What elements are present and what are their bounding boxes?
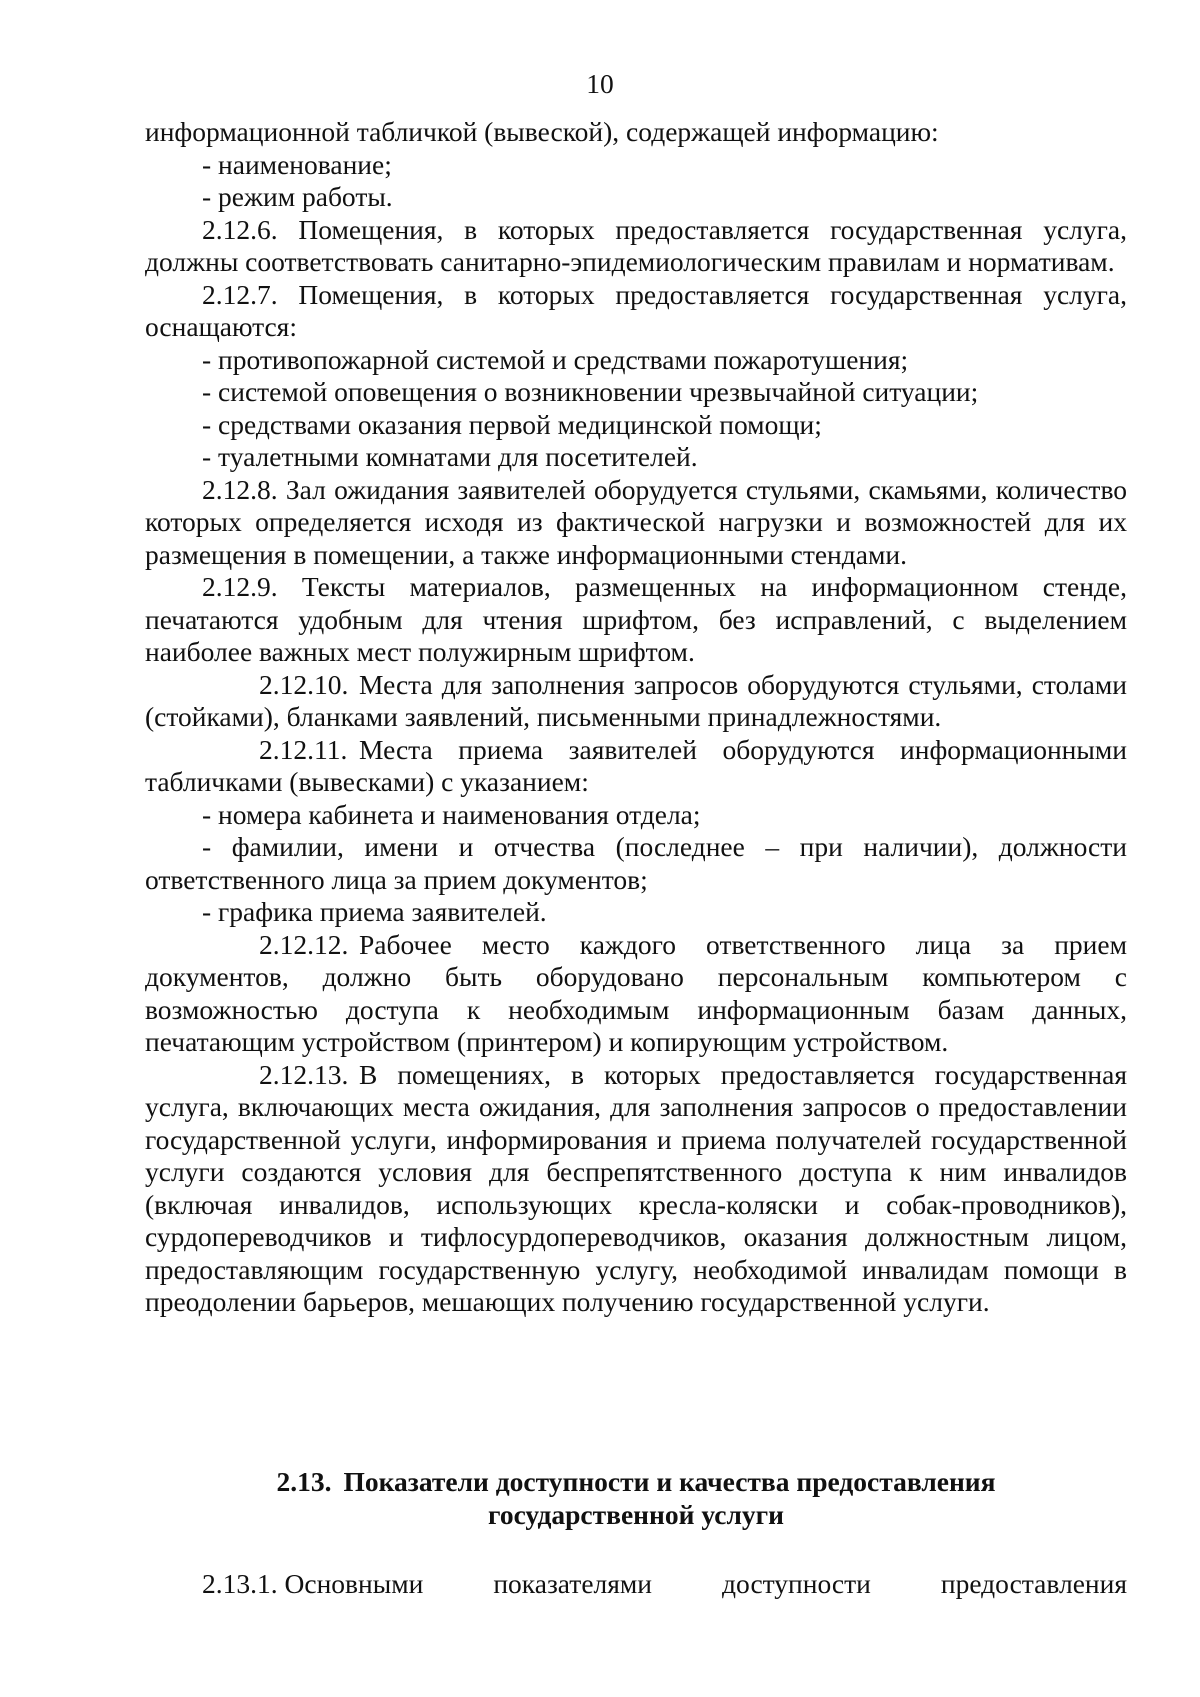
page-number: 10 <box>586 68 614 99</box>
section-title-line-2: государственной услуги <box>488 1498 784 1530</box>
clause-2-13-1-start <box>145 1568 1127 1601</box>
clause-2-12-12 <box>145 929 1127 1059</box>
clause-text: Помещения, в которых предоставляется государственная услуга, оснащаются: <box>145 278 1127 342</box>
clause-2-12-10 <box>145 669 1127 734</box>
clause-2-12-6 <box>145 214 1127 279</box>
clause-number: 2.12.7. <box>202 278 278 310</box>
list-item: - системой оповещения о возникновении чрезвычайной ситуации; <box>202 376 979 407</box>
clause-2-12-13 <box>145 1059 1127 1319</box>
list-item: - наименование; <box>202 148 392 180</box>
clause-text: Тексты материалов, размещенных на информационном стенде, печатаются удобным для чтения шрифтом, без исправлений, с выделением наиболее важных мест полужирным шрифтом. <box>145 571 1128 667</box>
section-heading-line-1 <box>145 1466 1127 1499</box>
list-item: - номера кабинета и наименования отдела; <box>202 798 701 830</box>
list-item: - средствами оказания первой медицинской помощи; <box>202 408 822 440</box>
clause-text: Помещения, в которых предоставляется государственная услуга, должны соответствовать санитарно-эпидемиологическим правилам и нормативам. <box>145 213 1127 277</box>
clause-number: 2.12.13. <box>259 1058 349 1090</box>
clause-2-12-7 <box>145 279 1127 344</box>
word: показателями <box>493 1568 653 1599</box>
word: доступности <box>722 1568 871 1599</box>
list-item: - туалетными комнатами для посетителей. <box>202 441 698 472</box>
list-item: - противопожарной системой и средствами пожаротушения; <box>202 343 909 375</box>
clause-text: Места для заполнения запросов оборудуются стульями, столами (стойками), бланками заявлений, письменными принадлежностями. <box>145 668 1127 732</box>
list-item: - фамилии, имени и отчества (последнее – при наличии), должности ответственного лица за прием документов; <box>145 831 1127 895</box>
clause-text: Места приема заявителей оборудуются информационными табличками (вывесками) с указанием: <box>145 733 1127 797</box>
clause-text: Рабочее место каждого ответственного лица за прием документов, должно быть оборудовано персональным компьютером с возможностью доступа к необходимым информационным базам данных, печатающим устройством (принтером) и копирующим устройством. <box>145 928 1127 1057</box>
section-heading <box>145 1466 1127 1531</box>
clause-number: 2.12.10. <box>259 668 349 700</box>
section-title-line-1: Показатели доступности и качества предоставления <box>343 1466 996 1497</box>
clause-2-12-11 <box>145 734 1127 799</box>
clause-text: Зал ожидания заявителей оборудуется стульями, скамьями, количество которых определяется исходя из фактической нагрузки и возможностей для их размещения в помещении, а также информационными стендами. <box>145 473 1127 570</box>
clause-number: 2.12.12. <box>259 928 349 960</box>
word: предоставления <box>940 1568 1127 1599</box>
paragraph-continuation: информационной табличкой (вывеской), содержащей информацию: <box>145 116 939 147</box>
clause-text: В помещениях, в которых предоставляется государственная услуга, включающих места ожидания, для заполнения запросов о предоставлении государственной услуги, информирования и приема получателей государственной услуги создаются условия для беспрепятственного доступа к ним инвалидов (включая инвалидов, использующих кресла-коляски и собак-проводников), сурдопереводчиков и тифлосурдопереводчиков, оказания должностным лицом, предоставляющим государственную услугу, необходимой инвалидам помощи в преодолении барьеров, мешающих получению государственной услуги. <box>145 1058 1127 1317</box>
list-item: - режим работы. <box>202 181 393 212</box>
clause-2-12-9 <box>145 571 1127 669</box>
clause-2-12-8 <box>145 474 1127 572</box>
word: Основными <box>284 1568 424 1599</box>
document-body <box>145 116 1127 1319</box>
clause-number: 2.12.8. <box>202 473 278 505</box>
clause-number: 2.12.9. <box>202 571 278 602</box>
section-number: 2.13. <box>276 1466 332 1497</box>
clause-number: 2.12.6. <box>202 213 278 245</box>
clause-number: 2.12.11. <box>259 733 348 765</box>
clause-number: 2.13.1. <box>202 1568 278 1599</box>
clause-number-and-word <box>202 1568 423 1601</box>
list-item: - графика приема заявителей. <box>202 896 547 927</box>
